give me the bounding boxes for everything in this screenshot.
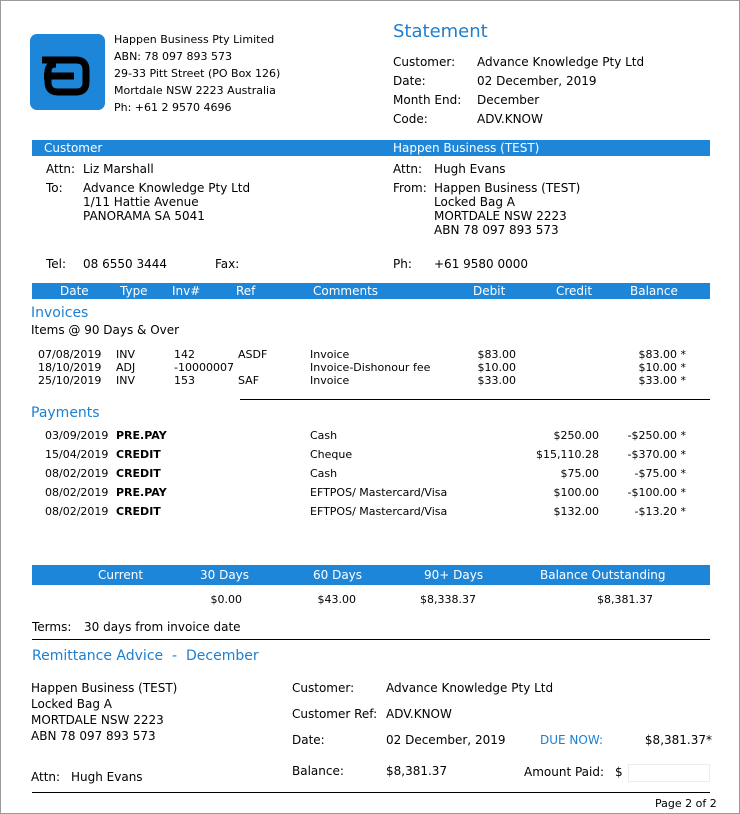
inv-debit: $10.00 xyxy=(477,361,516,374)
date-label: Date: xyxy=(393,74,426,88)
to-line-1: Advance Knowledge Pty Ltd xyxy=(83,181,251,195)
aging-90-value: $8,338.37 xyxy=(420,593,476,606)
company-address-2: Mortdale NSW 2223 Australia xyxy=(114,84,276,97)
due-now-label: DUE NOW: xyxy=(540,733,604,747)
col-inv: Inv# xyxy=(172,284,201,298)
pay-type: PRE.PAY xyxy=(116,429,167,442)
to-line-2: 1/11 Hattie Avenue xyxy=(83,195,199,209)
aging-60-value: $43.00 xyxy=(317,593,356,606)
col-ref: Ref xyxy=(236,284,256,298)
date-value: 02 December, 2019 xyxy=(477,74,597,88)
remit-attn-label: Attn: xyxy=(31,770,61,784)
col-balance: Balance xyxy=(630,284,678,298)
inv-comment: Invoice xyxy=(310,348,350,361)
remit-balance-label: Balance: xyxy=(292,764,344,778)
code-label: Code: xyxy=(393,112,428,126)
ph-label: Ph: xyxy=(393,257,412,271)
pay-credit: $132.00 xyxy=(553,505,599,518)
footer-divider xyxy=(32,792,710,793)
tel-value: 08 6550 3444 xyxy=(83,257,167,271)
inv-balance: $83.00 * xyxy=(638,348,686,361)
inv-type: INV xyxy=(116,348,135,361)
pay-type: PRE.PAY xyxy=(116,486,167,499)
amount-paid-label: Amount Paid: xyxy=(524,765,605,779)
parties-header-bar xyxy=(32,140,710,156)
inv-balance: $33.00 * xyxy=(638,374,686,387)
pay-comment: EFTPOS/ Mastercard/Visa xyxy=(310,486,448,499)
col-date: Date xyxy=(60,284,89,298)
customer-attn-label: Attn: xyxy=(46,162,76,176)
terms-divider xyxy=(32,639,710,640)
pay-balance: -$75.00 * xyxy=(634,467,686,480)
business-section-header: Happen Business (TEST) xyxy=(393,141,540,155)
pay-date: 08/02/2019 xyxy=(45,505,109,518)
inv-type: INV xyxy=(116,374,135,387)
inv-number: -10000007 xyxy=(174,361,234,374)
remit-attn: Hugh Evans xyxy=(71,770,143,784)
remit-from-line-2: Locked Bag A xyxy=(31,697,112,711)
pay-balance: -$13.20 * xyxy=(634,505,686,518)
aging-balance-value: $8,381.37 xyxy=(597,593,653,606)
payments-heading: Payments xyxy=(31,405,100,421)
customer-section-header: Customer xyxy=(44,141,103,155)
inv-ref: SAF xyxy=(238,374,260,387)
inv-debit: $33.00 xyxy=(477,374,516,387)
pay-credit: $250.00 xyxy=(553,429,599,442)
pay-credit: $100.00 xyxy=(553,486,599,499)
inv-date: 25/10/2019 xyxy=(38,374,102,387)
company-address-1: 29-33 Pitt Street (PO Box 126) xyxy=(114,67,281,80)
customer-attn: Liz Marshall xyxy=(83,162,154,176)
from-line-3: MORTDALE NSW 2223 xyxy=(434,209,567,223)
company-phone: Ph: +61 2 9570 4696 xyxy=(114,101,232,114)
remit-from-line-4: ABN 78 097 893 573 xyxy=(31,729,156,743)
inv-balance: $10.00 * xyxy=(638,361,686,374)
pay-date: 03/09/2019 xyxy=(45,429,109,442)
aging-30-header: 30 Days xyxy=(200,568,250,582)
remit-date: 02 December, 2019 xyxy=(386,733,506,747)
inv-comment: Invoice xyxy=(310,374,350,387)
from-label: From: xyxy=(393,181,427,195)
col-debit: Debit xyxy=(473,284,506,298)
pay-date: 08/02/2019 xyxy=(45,467,109,480)
pay-comment: Cash xyxy=(310,429,338,442)
col-comments: Comments xyxy=(313,284,379,298)
aging-90-header: 90+ Days xyxy=(424,568,484,582)
terms-value: 30 days from invoice date xyxy=(84,620,241,634)
invoices-subtitle: Items @ 90 Days & Over xyxy=(31,323,180,337)
invoices-heading: Invoices xyxy=(31,305,89,321)
month-end-value: December xyxy=(477,93,540,107)
company-abn: ABN: 78 097 893 573 xyxy=(114,50,232,63)
pay-balance: -$250.00 * xyxy=(627,429,686,442)
to-label: To: xyxy=(46,181,63,195)
remittance-title: Remittance Advice - December xyxy=(32,648,259,664)
pay-date: 08/02/2019 xyxy=(45,486,109,499)
pay-type: CREDIT xyxy=(116,505,161,518)
logo-mark-icon xyxy=(30,34,105,110)
page-number: Page 2 of 2 xyxy=(655,797,717,810)
remit-ref-label: Customer Ref: xyxy=(292,707,378,721)
from-line-4: ABN 78 097 893 573 xyxy=(434,223,559,237)
remit-date-label: Date: xyxy=(292,733,325,747)
remit-customer-label: Customer: xyxy=(292,681,355,695)
remit-customer: Advance Knowledge Pty Ltd xyxy=(386,681,554,695)
pay-credit: $15,110.28 xyxy=(536,448,599,461)
tel-label: Tel: xyxy=(46,257,67,271)
remit-from-line-3: MORTDALE NSW 2223 xyxy=(31,713,164,727)
due-now-value: $8,381.37* xyxy=(644,733,712,747)
aging-60-header: 60 Days xyxy=(313,568,363,582)
code-value: ADV.KNOW xyxy=(477,112,543,126)
ph-value: +61 9580 0000 xyxy=(434,257,529,271)
from-line-1: Happen Business (TEST) xyxy=(434,181,581,195)
pay-type: CREDIT xyxy=(116,467,161,480)
business-attn: Hugh Evans xyxy=(434,162,506,176)
terms-label: Terms: xyxy=(32,620,72,634)
pay-balance: -$370.00 * xyxy=(627,448,686,461)
col-type: Type xyxy=(120,284,148,298)
customer-value: Advance Knowledge Pty Ltd xyxy=(477,55,645,69)
aging-current-header: Current xyxy=(98,568,144,582)
pay-credit: $75.00 xyxy=(560,467,599,480)
business-attn-label: Attn: xyxy=(393,162,423,176)
inv-date: 18/10/2019 xyxy=(38,361,102,374)
pay-type: CREDIT xyxy=(116,448,161,461)
pay-comment: Cash xyxy=(310,467,338,480)
inv-date: 07/08/2019 xyxy=(38,348,102,361)
amount-paid-currency: $ xyxy=(615,765,623,779)
statement-title: Statement xyxy=(393,21,488,42)
inv-debit: $83.00 xyxy=(477,348,516,361)
invoices-divider xyxy=(240,399,710,400)
amount-paid-field[interactable] xyxy=(628,764,710,782)
inv-type: ADJ xyxy=(116,361,136,374)
company-name: Happen Business Pty Limited xyxy=(114,33,275,46)
pay-comment: EFTPOS/ Mastercard/Visa xyxy=(310,505,448,518)
pay-date: 15/04/2019 xyxy=(45,448,109,461)
remit-from-line-1: Happen Business (TEST) xyxy=(31,681,178,695)
aging-balance-header: Balance Outstanding xyxy=(540,568,666,582)
inv-number: 153 xyxy=(174,374,195,387)
from-line-2: Locked Bag A xyxy=(434,195,515,209)
pay-comment: Cheque xyxy=(310,448,353,461)
inv-number: 142 xyxy=(174,348,195,361)
fax-label: Fax: xyxy=(215,257,240,271)
inv-comment: Invoice-Dishonour fee xyxy=(310,361,431,374)
month-end-label: Month End: xyxy=(393,93,462,107)
customer-label: Customer: xyxy=(393,55,456,69)
remit-ref: ADV.KNOW xyxy=(386,707,452,721)
col-credit: Credit xyxy=(556,284,593,298)
inv-ref: ASDF xyxy=(238,348,268,361)
aging-30-value: $0.00 xyxy=(210,593,242,606)
to-line-3: PANORAMA SA 5041 xyxy=(83,209,205,223)
company-logo xyxy=(30,34,105,110)
remit-balance: $8,381.37 xyxy=(386,764,448,778)
pay-balance: -$100.00 * xyxy=(627,486,686,499)
